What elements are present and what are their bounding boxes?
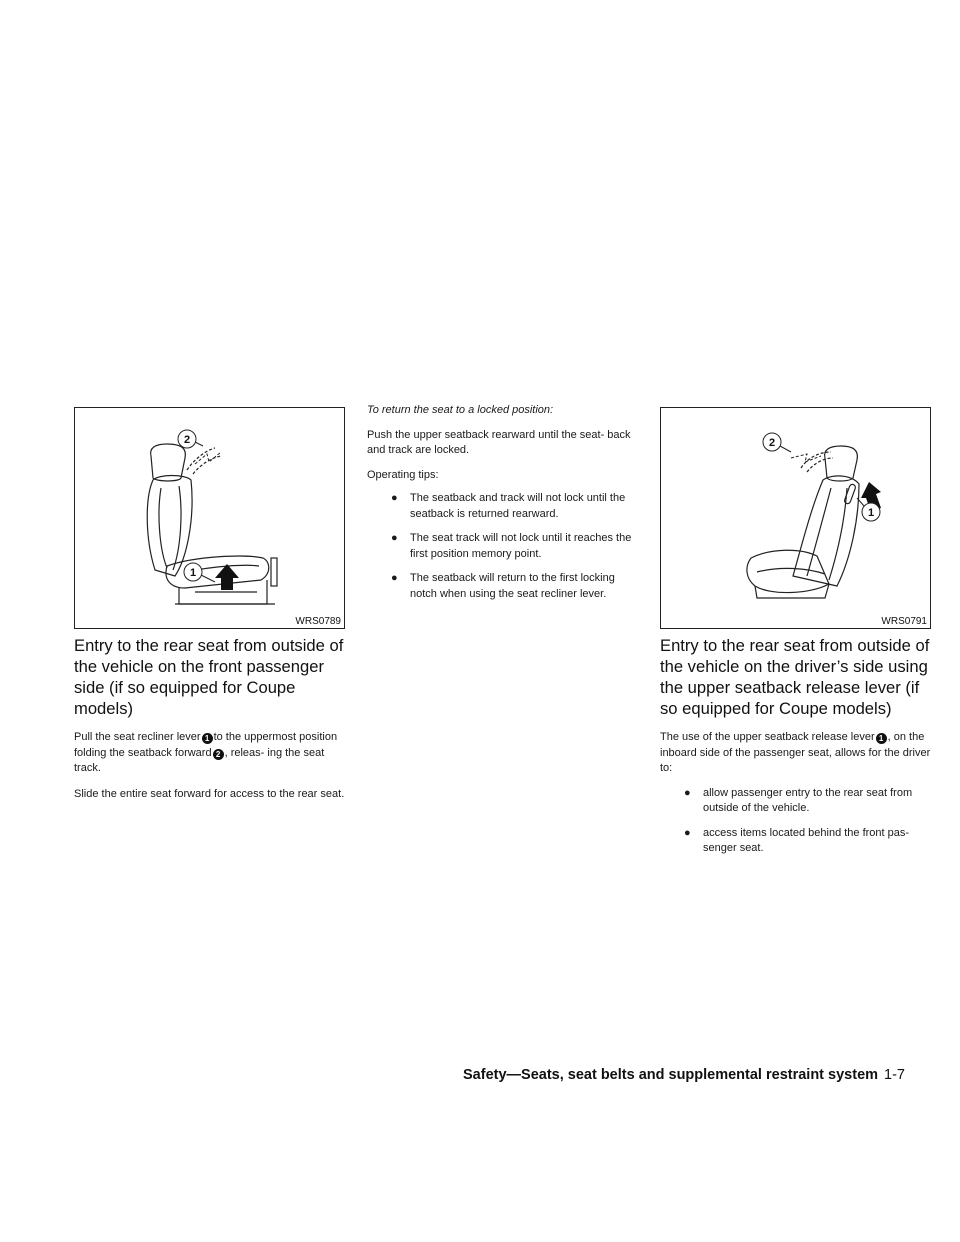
figure-right-upper-release [660, 407, 931, 629]
text-fragment: , on the inboard side of the passenger seat, allows for the driver to: [660, 731, 931, 774]
list-item-text: The seatback will return to the first locking notch when using the seat recliner lever. [410, 572, 615, 600]
figure-code-right: WRS0791 [881, 616, 927, 627]
paragraph-upper-release-lever [660, 730, 936, 777]
driver-actions-list [660, 786, 936, 857]
list-item [367, 531, 643, 562]
list-item-text: The seat track will not lock until it reaches the first position memory point. [410, 532, 632, 560]
list-item [367, 571, 643, 602]
text-fragment: The use of the upper seatback release lever [660, 731, 875, 743]
column-1 [74, 635, 350, 802]
callout-2-left: 2 [183, 434, 191, 446]
bullet-icon: ● [391, 532, 398, 544]
bullet-icon: ● [684, 786, 691, 799]
text-fragment: to the uppermost position folding the seatback forward [74, 731, 338, 759]
callout-1-right: 1 [867, 507, 875, 519]
seat-illustration-left [75, 408, 344, 628]
bullet-icon: ● [684, 826, 691, 839]
bullet-icon: ● [391, 492, 398, 504]
column-2 [367, 403, 643, 602]
list-item-text: allow passenger entry to the rear seat from outside of the vehicle. [703, 786, 913, 814]
callout-1-left: 1 [189, 567, 197, 579]
page-number: 1-7 [884, 1067, 905, 1083]
bullet-icon: ● [391, 572, 398, 584]
section-heading-passenger-side: Entry to the rear seat from outside of the vehicle on the front passenger side (if so equipped for Coupe models) [74, 636, 344, 718]
callout-ref-1: 1 [876, 733, 887, 744]
operating-tips-label: Operating tips: [367, 468, 439, 481]
figure-left-seat-recliner [74, 407, 345, 629]
callout-ref-2: 2 [213, 749, 224, 760]
text-fragment: Pull the seat recliner lever [74, 731, 201, 743]
section-heading-driver-side: Entry to the rear seat from outside of the vehicle on the driver’s side using the upper seatback release lever (if so equipped for Coupe models) [660, 636, 930, 718]
column-3 [660, 635, 936, 857]
section-title: Safety—Seats, seat belts and supplemental restraint system [463, 1067, 879, 1083]
list-item [367, 491, 643, 522]
callout-2-right: 2 [768, 437, 776, 449]
page-footer [463, 1067, 905, 1083]
callout-ref-1: 1 [202, 733, 213, 744]
paragraph-recliner-instructions [74, 730, 350, 777]
seat-illustration-right [661, 408, 930, 628]
list-item-text: The seatback and track will not lock until the seatback is returned rearward. [410, 492, 626, 520]
paragraph-slide-seat: Slide the entire seat forward for access to the rear seat. [74, 787, 345, 800]
subheading-return-seat: To return the seat to a locked position: [367, 404, 554, 416]
paragraph-push-seatback: Push the upper seatback rearward until the seat- back and track are locked. [367, 428, 631, 456]
figure-code-left: WRS0789 [295, 616, 341, 627]
list-item-text: access items located behind the front pas- senger seat. [703, 826, 910, 854]
operating-tips-list [367, 491, 643, 602]
text-fragment: , releas- ing the seat track. [74, 746, 325, 774]
list-item [660, 826, 936, 857]
list-item [660, 786, 936, 817]
